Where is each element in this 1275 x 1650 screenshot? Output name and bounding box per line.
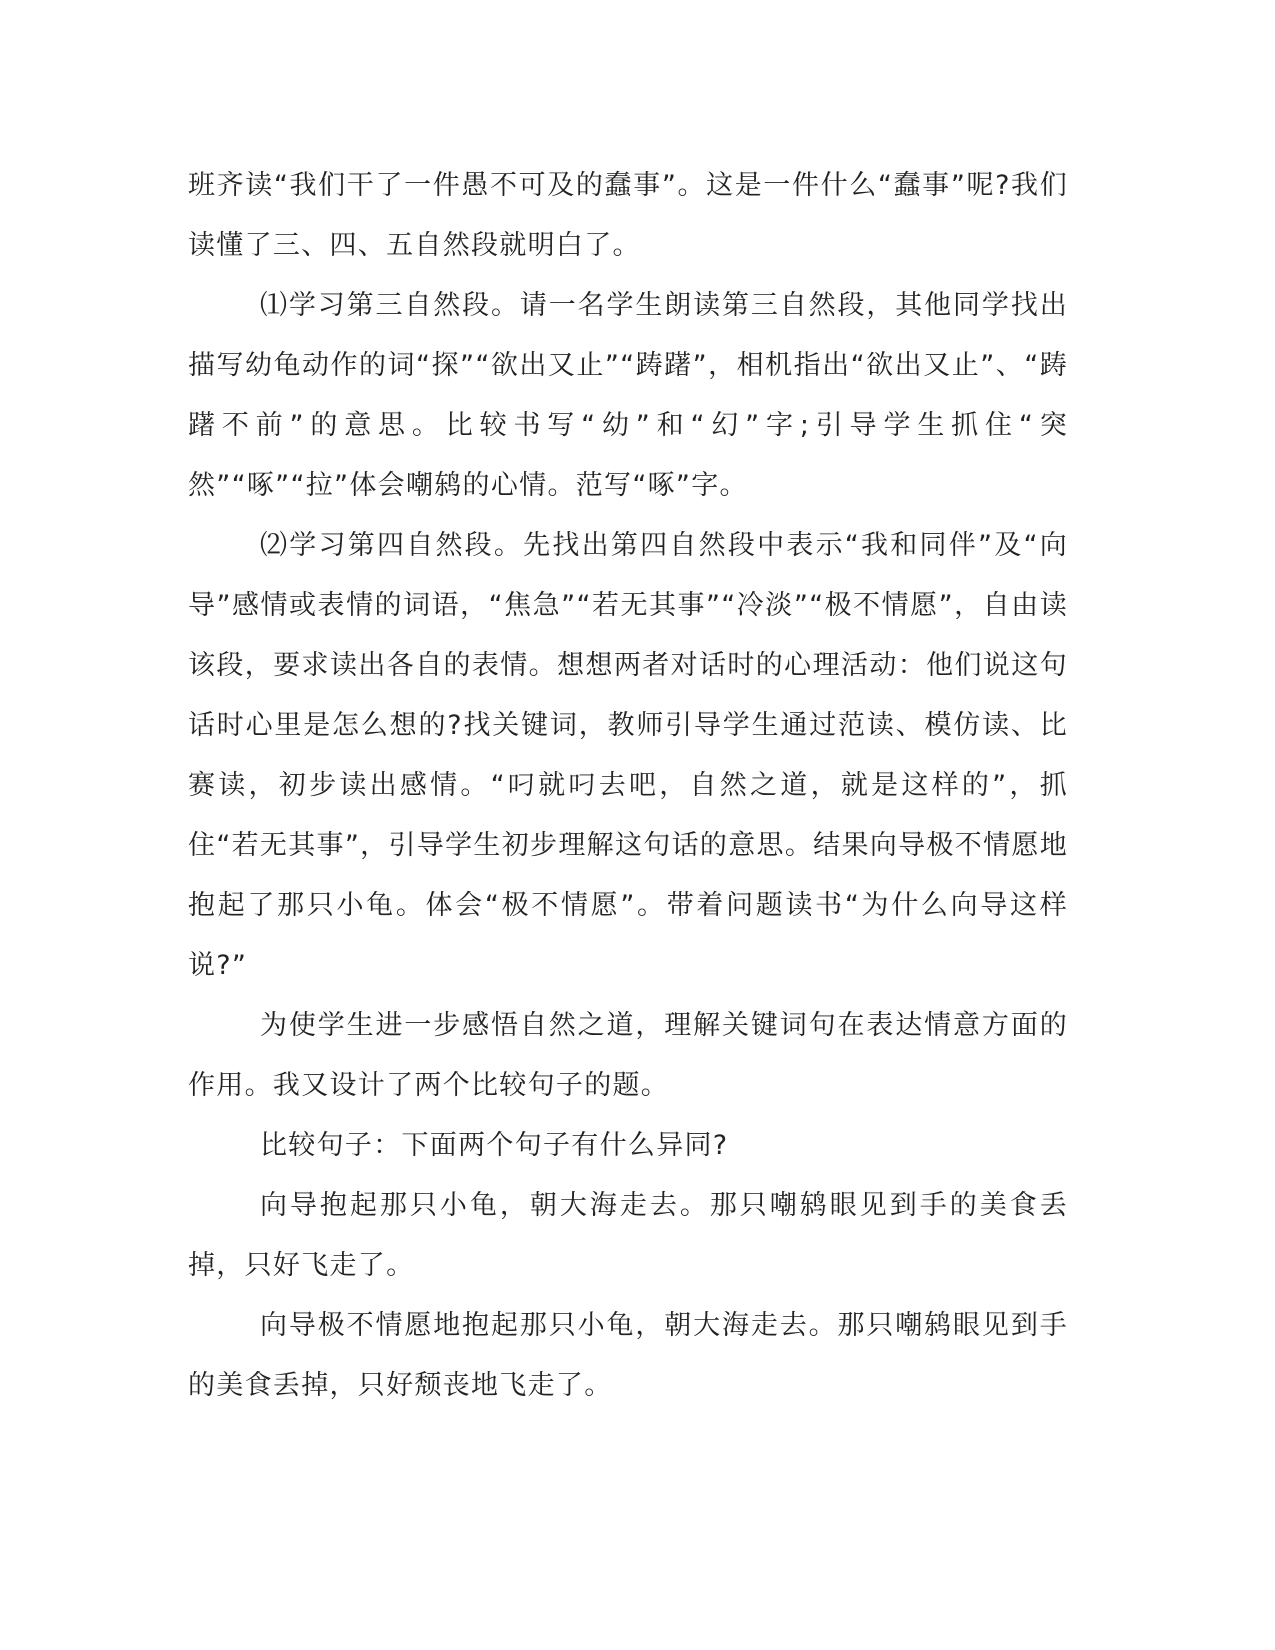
paragraph-sentence-one: 向导抱起那只小龟，朝大海走去。那只嘲鸫眼见到手的美食丢掉，只好飞走了。 <box>188 1190 1068 1281</box>
paragraph-comparison-design: 为使学生进一步感悟自然之道，理解关键词句在表达情意方面的作用。我又设计了两个比较句子的题。 <box>188 1010 1068 1101</box>
paragraph-study-fourth-section: ⑵学习第四自然段。先找出第四自然段中表示“我和同伴”及“向导”感情或表情的词语，“焦急”“若无其事”“冷淡”“极不情愿”，自由读该段，要求读出各自的表情。想想两者对话时的心理活动：他们说这句话时心里是怎么想的?找关键词，教师引导学生通过范读、模仿读、比赛读，初步读出感情。“叼就叼去吧，自然之道，就是这样的”，抓住“若无其事”，引导学生初步理解这句话的意思。结果向导极不情愿地抱起了那只小龟。体会“极不情愿”。带着问题读书“为什么向导这样说?” <box>188 530 1068 981</box>
body-text <box>188 156 1068 1416</box>
paragraph-study-third-section: ⑴学习第三自然段。请一名学生朗读第三自然段，其他同学找出描写幼龟动作的词“探”“欲出又止”“踌躇”，相机指出“欲出又止”、“踌躇不前”的意思。比较书写“幼”和“幻”字;引导学生抓住“突然”“啄”“拉”体会嘲鸫的心情。范写“啄”字。 <box>188 290 1068 501</box>
paragraph-sentence-two: 向导极不情愿地抱起那只小龟，朝大海走去。那只嘲鸫眼见到手的美食丢掉，只好颓丧地飞走了。 <box>188 1310 1068 1401</box>
paragraph-intro: 班齐读“我们干了一件愚不可及的蠢事”。这是一件什么“蠢事”呢?我们读懂了三、四、五自然段就明白了。 <box>188 170 1068 261</box>
paragraph-comparison-question: 比较句子：下面两个句子有什么异同? <box>260 1130 729 1161</box>
